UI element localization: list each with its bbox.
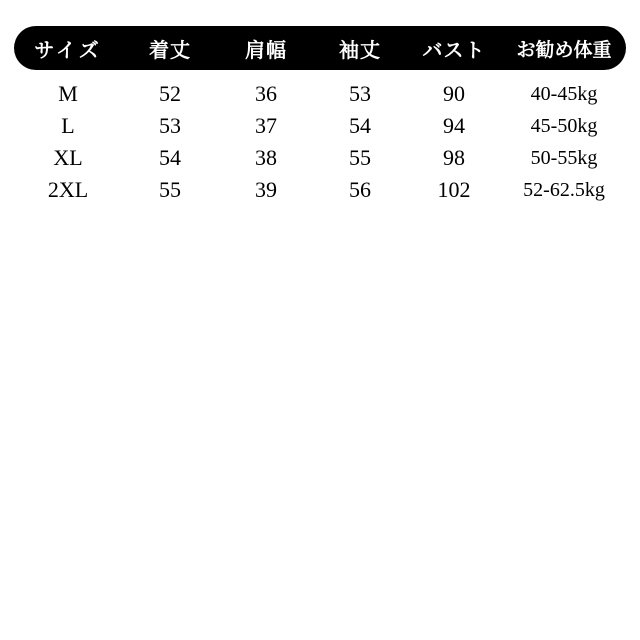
table-row [14, 142, 626, 174]
cell-size: 2XL [47, 177, 89, 202]
cell-recommended-weight: 45-50kg [530, 114, 598, 137]
cell-shoulder: 37 [255, 113, 277, 138]
cell-sleeve: 54 [349, 113, 371, 138]
cell-bust: 94 [443, 113, 465, 138]
column-header-bust: バスト [422, 39, 486, 62]
cell-recommended-weight: 50-55kg [530, 146, 598, 169]
cell-length: 53 [159, 113, 181, 138]
size-table [14, 26, 626, 206]
column-header-size: サイズ [34, 39, 102, 62]
cell-shoulder: 38 [255, 145, 277, 170]
column-header-length: 着丈 [149, 39, 191, 62]
cell-size: M [58, 81, 78, 106]
cell-size: XL [53, 145, 83, 170]
cell-recommended-weight: 40-45kg [530, 82, 598, 105]
cell-shoulder: 39 [255, 177, 277, 202]
column-header-recommended-weight: お勧め体重 [516, 39, 612, 61]
cell-shoulder: 36 [255, 81, 277, 106]
cell-length: 54 [159, 145, 181, 170]
cell-length: 55 [159, 177, 181, 202]
cell-sleeve: 53 [349, 81, 371, 106]
table-row [14, 174, 626, 206]
table-body [14, 78, 626, 206]
table-row [14, 110, 626, 142]
cell-length: 52 [159, 81, 181, 106]
cell-recommended-weight: 52-62.5kg [523, 178, 605, 201]
column-header-sleeve: 袖丈 [339, 39, 381, 62]
cell-bust: 90 [443, 81, 465, 106]
cell-bust: 98 [443, 145, 465, 170]
column-header-shoulder: 肩幅 [245, 39, 287, 62]
cell-sleeve: 55 [349, 145, 371, 170]
cell-sleeve: 56 [349, 177, 371, 202]
table-row [14, 78, 626, 110]
cell-bust: 102 [437, 177, 471, 202]
table-header-row [14, 26, 626, 70]
cell-size: L [61, 113, 75, 138]
